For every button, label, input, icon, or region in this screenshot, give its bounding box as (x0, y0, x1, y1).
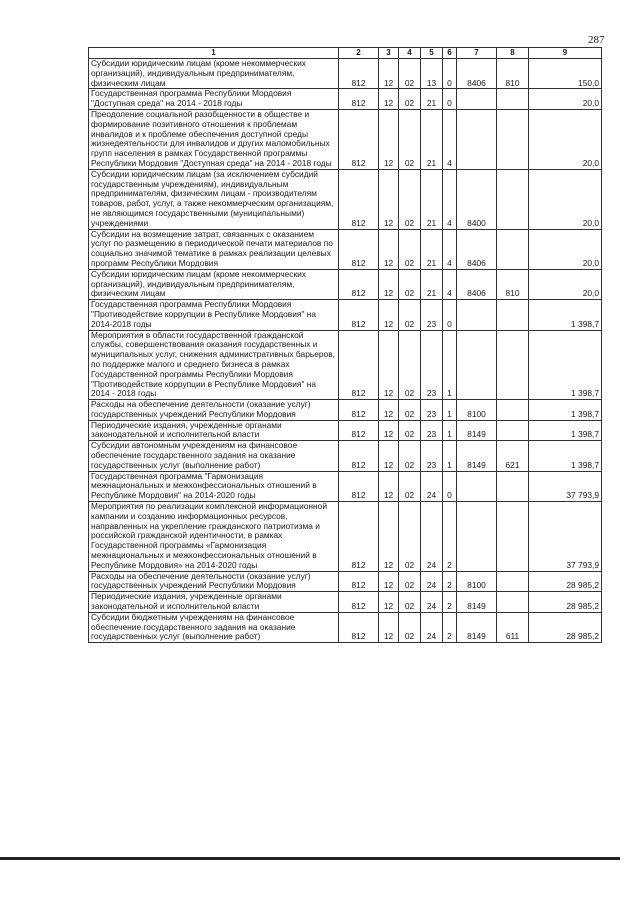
column-header-6: 6 (443, 48, 457, 59)
cell-item-name: Субсидии бюджетным учреждениям на финансовое обеспечение государственного задания на оказание государственных услуг (выполнение работ) (89, 612, 339, 642)
cell-amount: 37 793,9 (529, 502, 602, 572)
cell-section-code: 12 (379, 269, 399, 299)
cell-subsection-code: 02 (399, 300, 421, 330)
cell-item-name: Субсидии автономным учреждениям на финансовое обеспечение государственного задания на оказание государственных услуг (выполнение работ) (89, 441, 339, 471)
cell-item-name: Субсидии юридическим лицам (за исключением субсидий государственным учреждениям), индивидуальным предпринимателям, физическим лицам - производителям товаров, работ, услуг, а также некоммерческим организациям, не являющимся государственными (муниципальными) учреждениями (89, 169, 339, 229)
table-row (89, 89, 602, 110)
table-row (89, 502, 602, 572)
cell-section-code: 12 (379, 300, 399, 330)
cell-program-code: 21 (421, 229, 443, 269)
cell-type-code (497, 420, 529, 441)
cell-type-code: 611 (497, 612, 529, 642)
cell-ministry-code: 812 (339, 471, 379, 501)
cell-program-code: 13 (421, 59, 443, 89)
cell-subprogram-code: 0 (443, 59, 457, 89)
column-header-3: 3 (379, 48, 399, 59)
column-header-4: 4 (399, 48, 421, 59)
cell-subsection-code: 02 (399, 169, 421, 229)
cell-section-code: 12 (379, 502, 399, 572)
cell-type-code (497, 571, 529, 592)
cell-section-code: 12 (379, 612, 399, 642)
cell-ministry-code: 812 (339, 109, 379, 169)
cell-section-code: 12 (379, 229, 399, 269)
cell-subsection-code: 02 (399, 330, 421, 400)
cell-subsection-code: 02 (399, 502, 421, 572)
cell-expense-code: 8406 (457, 229, 497, 269)
table-row (89, 571, 602, 592)
cell-subsection-code: 02 (399, 571, 421, 592)
cell-expense-code: 8100 (457, 400, 497, 421)
cell-expense-code (457, 109, 497, 169)
cell-expense-code: 8100 (457, 571, 497, 592)
cell-section-code: 12 (379, 169, 399, 229)
cell-type-code (497, 229, 529, 269)
cell-expense-code: 8406 (457, 59, 497, 89)
cell-item-name: Периодические издания, учрежденные органами законодательной и исполнительной власти (89, 592, 339, 613)
cell-ministry-code: 812 (339, 300, 379, 330)
cell-expense-code (457, 300, 497, 330)
cell-program-code: 21 (421, 89, 443, 110)
cell-ministry-code: 812 (339, 571, 379, 592)
table-body (89, 59, 602, 643)
table-row (89, 330, 602, 400)
cell-subprogram-code: 0 (443, 471, 457, 501)
cell-type-code (497, 89, 529, 110)
cell-section-code: 12 (379, 441, 399, 471)
cell-amount: 1 398,7 (529, 300, 602, 330)
cell-item-name: Периодические издания, учрежденные органами законодательной и исполнительной власти (89, 420, 339, 441)
cell-amount: 20,0 (529, 229, 602, 269)
cell-amount: 37 793,9 (529, 471, 602, 501)
table-row (89, 229, 602, 269)
cell-amount: 28 985,2 (529, 592, 602, 613)
cell-type-code (497, 330, 529, 400)
cell-subsection-code: 02 (399, 612, 421, 642)
cell-subprogram-code: 1 (443, 400, 457, 421)
table-row (89, 471, 602, 501)
bottom-rule (0, 857, 620, 860)
budget-table (88, 47, 602, 643)
table-row (89, 59, 602, 89)
cell-amount: 1 398,7 (529, 400, 602, 421)
cell-amount: 20,0 (529, 169, 602, 229)
cell-expense-code (457, 330, 497, 400)
cell-amount: 28 985,2 (529, 612, 602, 642)
cell-item-name: Расходы на обеспечение деятельности (оказание услуг) государственных учреждений Республики Мордовия (89, 571, 339, 592)
cell-subsection-code: 02 (399, 420, 421, 441)
cell-program-code: 21 (421, 269, 443, 299)
cell-ministry-code: 812 (339, 59, 379, 89)
cell-subprogram-code: 1 (443, 330, 457, 400)
cell-section-code: 12 (379, 571, 399, 592)
cell-subprogram-code: 4 (443, 269, 457, 299)
cell-ministry-code: 812 (339, 612, 379, 642)
cell-item-name: Мероприятия в области государственной гражданской службы, совершенствования оказания государственных и муниципальных услуг, снижения административных барьеров, по поддержке малого и среднего бизнеса в рамках Государственной программы Республики Мордовия "Противодействие коррупции в Республике Мордовия" на 2014 - 2018 годы (89, 330, 339, 400)
cell-ministry-code: 812 (339, 269, 379, 299)
cell-item-name: Расходы на обеспечение деятельности (оказание услуг) государственных учреждений Республики Мордовия (89, 400, 339, 421)
cell-item-name: Государственная программа Республики Мордовия "Доступная среда" на 2014 - 2018 годы (89, 89, 339, 110)
cell-expense-code (457, 502, 497, 572)
table-row (89, 269, 602, 299)
cell-ministry-code: 812 (339, 400, 379, 421)
page-number: 287 (588, 34, 605, 46)
cell-ministry-code: 812 (339, 330, 379, 400)
cell-item-name: Субсидии юридическим лицам (кроме некоммерческих организаций), индивидуальным предпринимателям, физическим лицам (89, 59, 339, 89)
cell-subprogram-code: 0 (443, 300, 457, 330)
cell-amount: 1 398,7 (529, 330, 602, 400)
cell-ministry-code: 812 (339, 441, 379, 471)
cell-expense-code (457, 471, 497, 501)
cell-item-name: Государственная программа "Гармонизация межнациональных и межконфессиональных отношений в Республике Мордовия" на 2014-2020 годы (89, 471, 339, 501)
column-header-7: 7 (457, 48, 497, 59)
cell-subsection-code: 02 (399, 441, 421, 471)
cell-ministry-code: 812 (339, 592, 379, 613)
cell-subsection-code: 02 (399, 89, 421, 110)
cell-item-name: Субсидии на возмещение затрат, связанных с оказанием услуг по размещению в периодической печати материалов по социально значимой тематике в рамках реализации целевых программ Республики Мордовия (89, 229, 339, 269)
cell-expense-code: 8149 (457, 420, 497, 441)
cell-subprogram-code: 0 (443, 89, 457, 110)
cell-ministry-code: 812 (339, 169, 379, 229)
cell-type-code (497, 592, 529, 613)
cell-subsection-code: 02 (399, 59, 421, 89)
cell-subsection-code: 02 (399, 592, 421, 613)
cell-subsection-code: 02 (399, 471, 421, 501)
cell-item-name: Мероприятия по реализации комплексной информационной кампании и созданию информационных ресурсов, направленных на укрепление гражданского патриотизма и российской гражданской идентичности, в рамках Государственной программы «Гармонизация межнациональных и межконфессиональных отношений в Республике Мордовия» на 2014-2020 годы (89, 502, 339, 572)
cell-program-code: 23 (421, 441, 443, 471)
cell-section-code: 12 (379, 89, 399, 110)
cell-amount: 1 398,7 (529, 420, 602, 441)
cell-expense-code: 8149 (457, 441, 497, 471)
cell-program-code: 24 (421, 592, 443, 613)
cell-ministry-code: 812 (339, 229, 379, 269)
cell-program-code: 21 (421, 109, 443, 169)
cell-program-code: 24 (421, 612, 443, 642)
table-row (89, 441, 602, 471)
column-header-5: 5 (421, 48, 443, 59)
cell-type-code (497, 502, 529, 572)
table-row (89, 612, 602, 642)
cell-amount: 28 985,2 (529, 571, 602, 592)
cell-type-code (497, 400, 529, 421)
table-header-row (89, 48, 602, 59)
cell-section-code: 12 (379, 59, 399, 89)
cell-expense-code: 8406 (457, 269, 497, 299)
cell-subsection-code: 02 (399, 400, 421, 421)
column-header-2: 2 (339, 48, 379, 59)
cell-subsection-code: 02 (399, 229, 421, 269)
cell-amount: 1 398,7 (529, 441, 602, 471)
cell-type-code (497, 109, 529, 169)
cell-expense-code: 8400 (457, 169, 497, 229)
cell-subsection-code: 02 (399, 269, 421, 299)
cell-ministry-code: 812 (339, 502, 379, 572)
cell-subprogram-code: 4 (443, 109, 457, 169)
cell-type-code: 621 (497, 441, 529, 471)
table-row (89, 169, 602, 229)
cell-item-name: Государственная программа Республики Мордовия "Противодействие коррупции в Республике Мордовия" на 2014-2018 годы (89, 300, 339, 330)
cell-section-code: 12 (379, 330, 399, 400)
cell-subprogram-code: 4 (443, 229, 457, 269)
cell-section-code: 12 (379, 109, 399, 169)
cell-program-code: 24 (421, 471, 443, 501)
cell-subprogram-code: 2 (443, 612, 457, 642)
cell-subprogram-code: 2 (443, 502, 457, 572)
cell-amount: 150,0 (529, 59, 602, 89)
cell-section-code: 12 (379, 400, 399, 421)
cell-type-code (497, 300, 529, 330)
cell-section-code: 12 (379, 420, 399, 441)
cell-amount: 20,0 (529, 89, 602, 110)
cell-amount: 20,0 (529, 109, 602, 169)
table-row (89, 420, 602, 441)
cell-subprogram-code: 1 (443, 441, 457, 471)
table-row (89, 109, 602, 169)
cell-subprogram-code: 2 (443, 571, 457, 592)
cell-ministry-code: 812 (339, 89, 379, 110)
cell-subprogram-code: 2 (443, 592, 457, 613)
column-header-1: 1 (89, 48, 339, 59)
cell-section-code: 12 (379, 592, 399, 613)
cell-ministry-code: 812 (339, 420, 379, 441)
column-header-9: 9 (529, 48, 602, 59)
cell-program-code: 23 (421, 400, 443, 421)
cell-type-code: 810 (497, 269, 529, 299)
column-header-8: 8 (497, 48, 529, 59)
cell-section-code: 12 (379, 471, 399, 501)
cell-program-code: 24 (421, 502, 443, 572)
cell-expense-code: 8149 (457, 612, 497, 642)
cell-program-code: 23 (421, 420, 443, 441)
cell-expense-code (457, 89, 497, 110)
cell-subprogram-code: 4 (443, 169, 457, 229)
cell-item-name: Субсидии юридическим лицам (кроме некоммерческих организаций), индивидуальным предпринимателям, физическим лицам (89, 269, 339, 299)
cell-type-code (497, 471, 529, 501)
cell-amount: 20,0 (529, 269, 602, 299)
table-row (89, 400, 602, 421)
cell-subsection-code: 02 (399, 109, 421, 169)
cell-type-code (497, 169, 529, 229)
cell-program-code: 24 (421, 571, 443, 592)
table-row (89, 592, 602, 613)
cell-program-code: 23 (421, 330, 443, 400)
table-row (89, 300, 602, 330)
cell-program-code: 21 (421, 169, 443, 229)
cell-type-code: 810 (497, 59, 529, 89)
cell-item-name: Преодоление социальной разобщенности в обществе и формирование позитивного отношения к проблемам инвалидов и к проблеме обеспечения доступной среды жизнедеятельности для инвалидов и других маломобильных групп населения в рамках Государственной программы Республики Мордовия "Доступная среда" на 2014 - 2018 годы (89, 109, 339, 169)
cell-expense-code: 8149 (457, 592, 497, 613)
cell-subprogram-code: 1 (443, 420, 457, 441)
cell-program-code: 23 (421, 300, 443, 330)
